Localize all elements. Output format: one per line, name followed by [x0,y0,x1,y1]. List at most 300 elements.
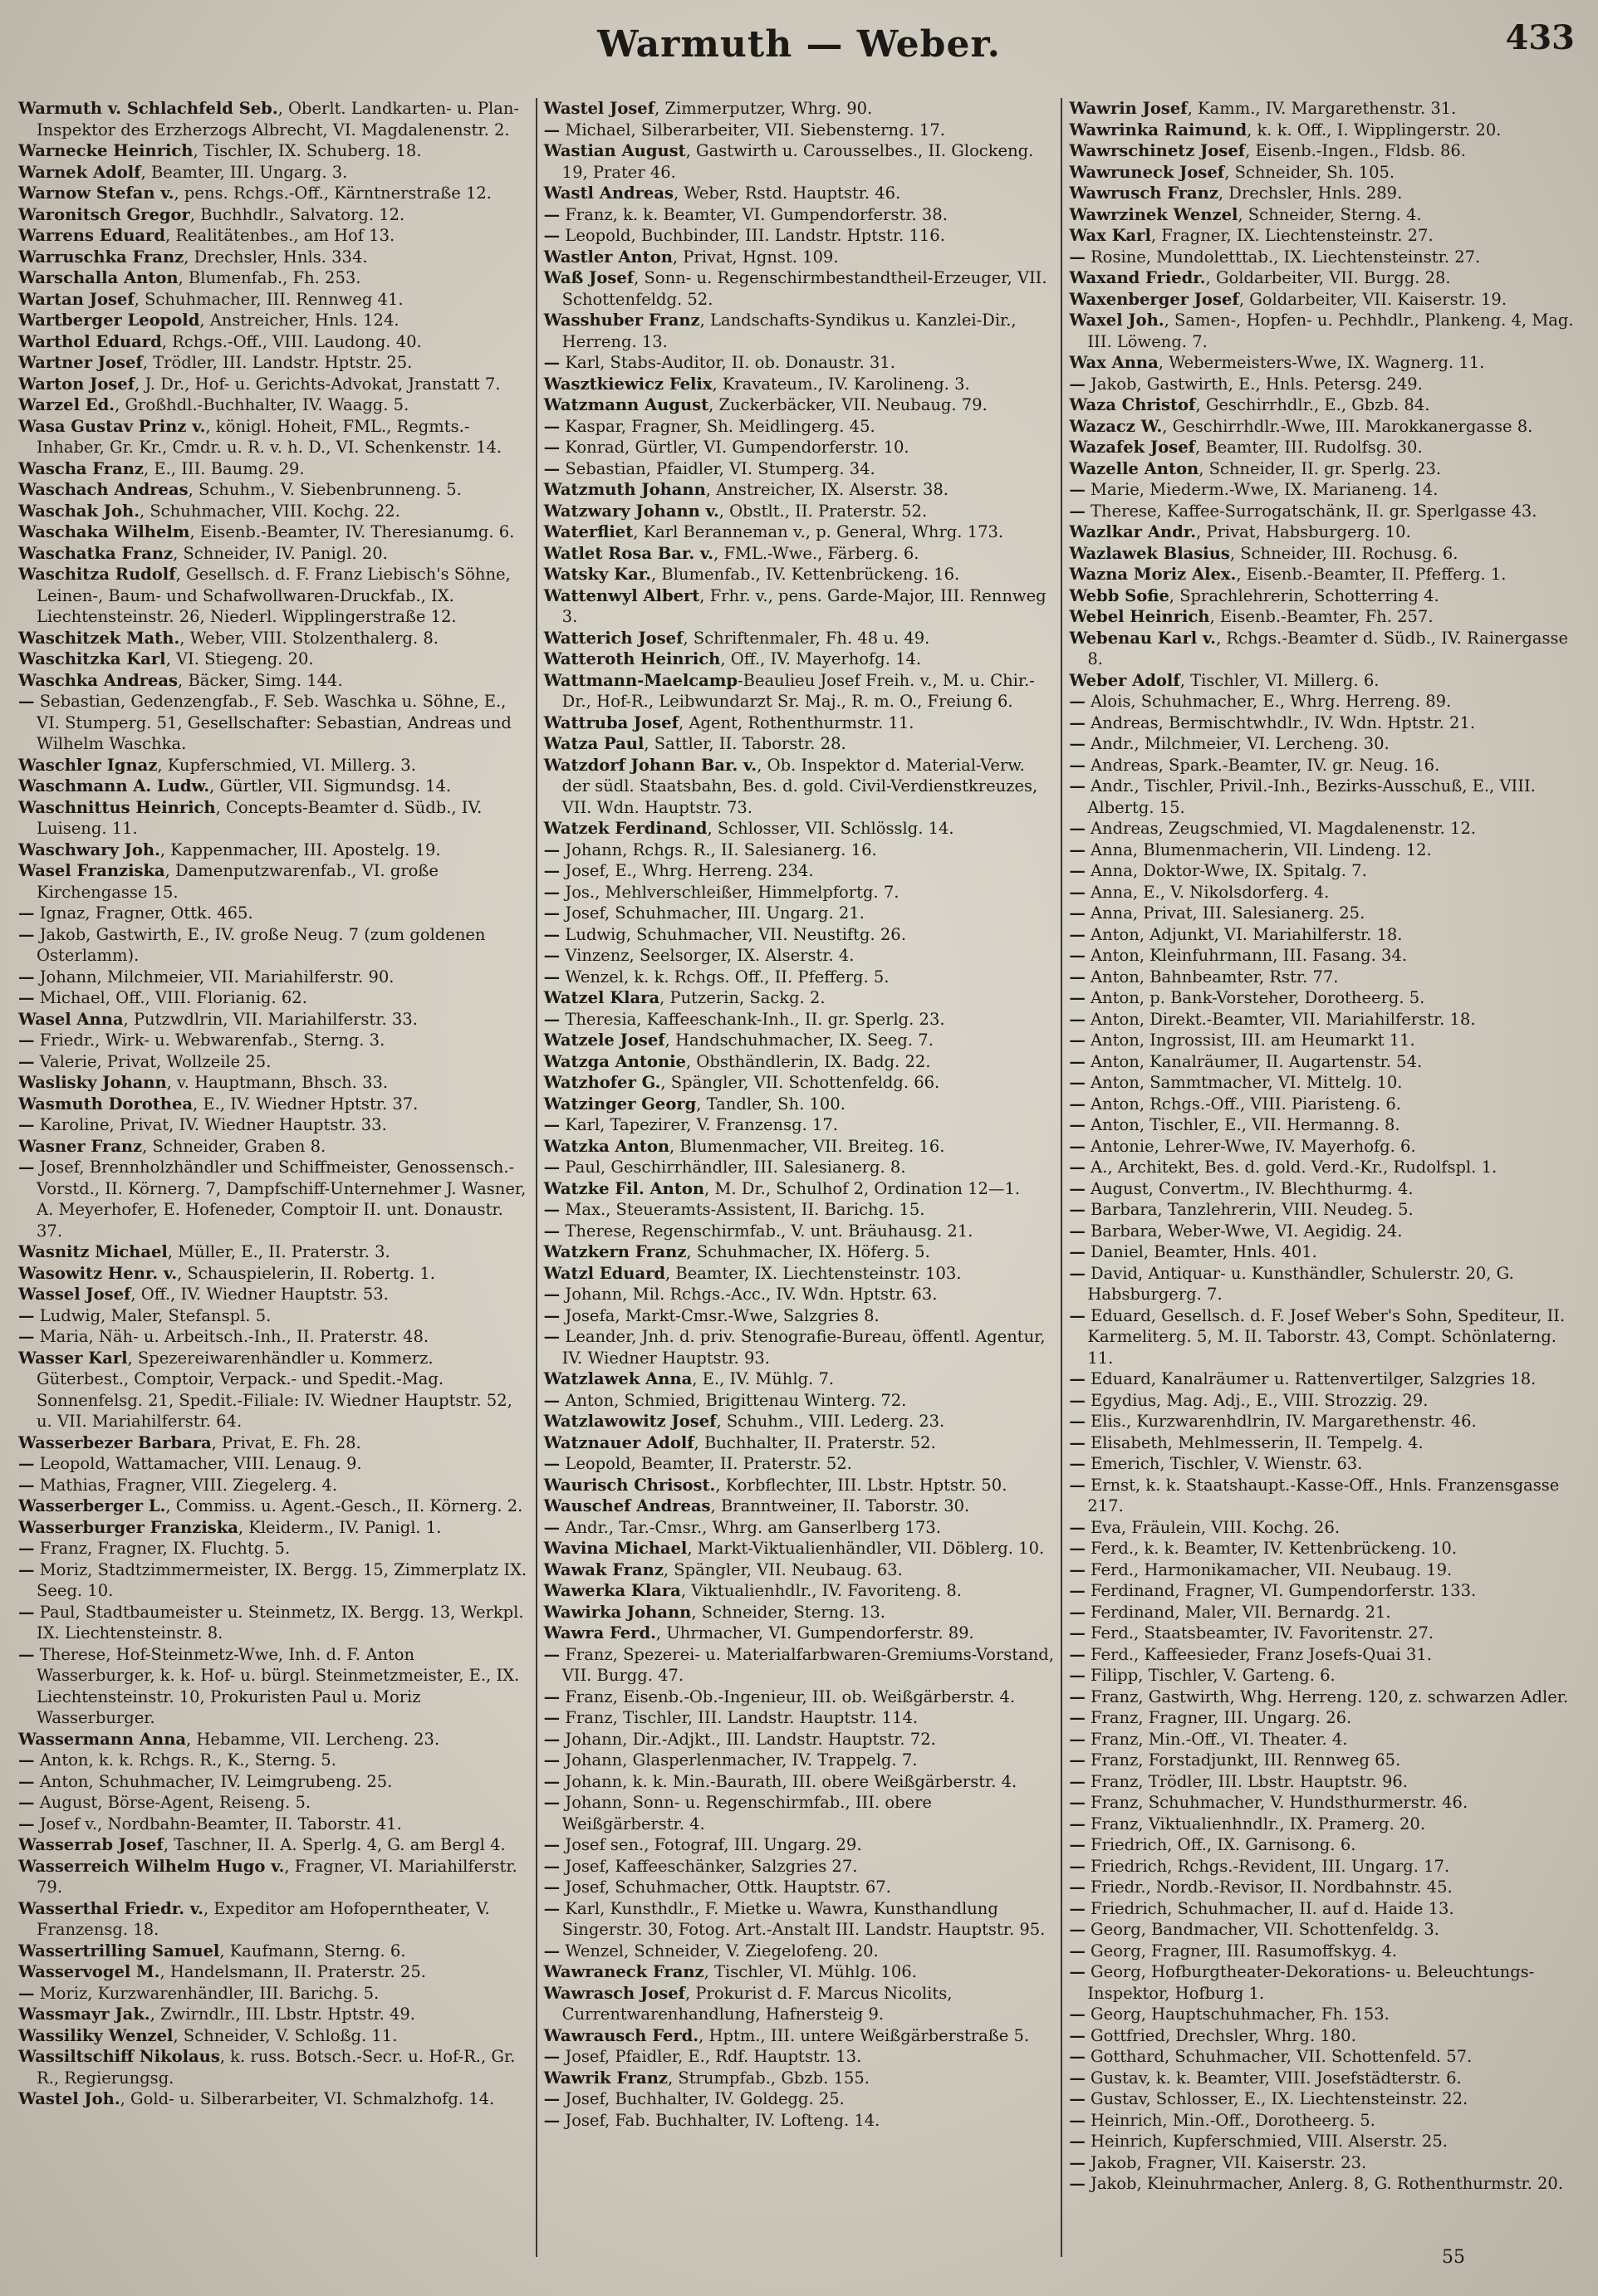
directory-entry [544,585,1055,628]
entry-details: , königl. Hoheit, FML., Regmts.-Inhaber, Gr. Kr., Cmdr. u. R. v. h. D., VI. Schenkenstr. 14. [37,416,502,457]
entry-name: — [1069,1412,1086,1431]
directory-entry [18,543,529,565]
entry-name: — [1069,1517,1086,1537]
entry-details: Egydius, Mag. Adj., E., VIII. Strozzig. 29. [1085,1390,1429,1410]
entry-details: Anna, Blumenmacherin, VII. Lindeng. 12. [1085,840,1432,859]
entry-details: , Zwirndlr., III. Lbstr. Hptstr. 49. [150,2005,415,2024]
entry-name: Wasserrab Josef [18,1835,164,1854]
entry-details: , Obsthändlerin, IX. Badg. 22. [685,1051,931,1071]
entry-name: Watteroth Heinrich [543,649,721,668]
directory-entry [18,1475,529,1496]
entry-details: , Samen-, Hopfen- u. Pechhdlr., Plankeng. 4, Mag. III. Löweng. 7. [1087,311,1574,351]
directory-entry [1069,670,1580,692]
entry-details: , Tischler, IX. Schuberg. 18. [193,141,422,160]
entry-name: — [543,967,561,986]
entry-details: , Realitätenbes., am Hof 13. [164,226,395,245]
directory-entry [1069,2046,1580,2068]
entry-details: Ferd., k. k. Beamter, IV. Kettenbrückeng. 10. [1085,1539,1458,1558]
entry-name: Warnow Stefan v. [18,184,174,203]
directory-entry [544,1834,1055,1856]
entry-name: — [18,1559,35,1579]
entry-details: Franz, Fragner, III. Ungarg. 26. [1085,1708,1352,1727]
entry-name: Wawrasch Josef [543,1983,686,2003]
entry-details: , Goldarbeiter, VII. Burgg. 28. [1205,268,1451,287]
directory-entry [18,183,529,204]
directory-entry [1069,903,1580,924]
entry-name: — [1069,1623,1086,1642]
entry-details: , Schneider, Graben 8. [142,1136,326,1156]
entry-details: Gustav, Schlosser, E., IX. Liechtensteinstr. 22. [1085,2089,1468,2108]
entry-details: , Schneider, II. gr. Sperlg. 23. [1198,458,1442,478]
entry-name: — [543,1835,561,1854]
entry-details: , J. Dr., Hof- u. Gerichts-Advokat, Jranstatt 7. [135,374,501,394]
entry-details: Jos., Mehlverschleißer, Himmelpfortg. 7. [560,882,899,902]
entry-name: — [1069,2174,1086,2193]
entry-details: Franz, Min.-Off., VI. Theater. 4. [1085,1729,1348,1749]
entry-details: , Gastwirth u. Carousselbes., II. Glockeng. 19, Prater 46. [561,141,1034,182]
entry-details: , Karl Beranneman v., p. General, Whrg. 173. [633,522,1004,541]
directory-entry [544,1687,1055,1708]
entry-details: , Sprachlehrerin, Schotterring 4. [1169,585,1439,605]
entry-details: , Obstlt., II. Praterstr. 52. [718,501,928,521]
entry-name: — [1069,1708,1086,1727]
entry-name: Wawrzinek Wenzel [1069,204,1238,224]
entry-name: Waschka Andreas [18,670,179,690]
directory-entry [1069,564,1580,585]
entry-details: Josef, Kaffeeschänker, Salzgries 27. [560,1856,858,1876]
entry-details: , Korbflechter, III. Lbstr. Hptstr. 50. [715,1475,1007,1495]
entry-name: — [1069,840,1086,859]
entry-name: Wasserreich Wilhelm Hugo v. [18,1856,285,1876]
entry-details: Friedr., Nordb.-Revisor, II. Nordbahnstr. 45. [1085,1877,1453,1897]
directory-entry [18,797,529,840]
entry-name: — [543,458,561,478]
directory-entry [544,98,1055,120]
directory-entry [544,1941,1055,1962]
directory-entry [1069,1665,1580,1687]
entry-name: — [1069,1200,1086,1219]
directory-entry [18,1814,529,1835]
directory-entry [1069,1199,1580,1221]
directory-entry [544,352,1055,374]
entry-name: — [543,1200,561,1219]
entry-name: Wassiltschiff Nikolaus [18,2047,220,2066]
entry-details: Vinzenz, Seelsorger, IX. Alserstr. 4. [560,946,855,965]
entry-name: Waschitzka Karl [18,649,166,668]
entry-details: Karl, Kunsthdlr., F. Mietke u. Wawra, Kunsthandlung Singerstr. 30, Fotog. Art.-Anstalt III. Landstr. Hauptstr. 95. [560,1898,1046,1939]
entry-details: Andreas, Spark.-Beamter, IV. gr. Neug. 16. [1085,755,1440,775]
entry-name: Warmuth v. Schlachfeld Seb. [18,99,278,118]
directory-entry [544,1411,1055,1432]
directory-entry [544,1009,1055,1031]
entry-name: Wartan Josef [18,289,135,309]
entry-details: , Müller, E., II. Praterstr. 3. [167,1242,390,1261]
entry-name: — [1069,247,1086,267]
entry-details: , Tischler, VI. Millerg. 6. [1179,670,1380,690]
entry-details: , Viktualienhdlr., IV. Favoriteng. 8. [680,1581,962,1600]
entry-details: , Rchgs.-Beamter d. Südb., IV. Rainergasse 8. [1087,628,1569,668]
entry-details: Heinrich, Min.-Off., Dorotheerg. 5. [1085,2110,1375,2130]
entry-name: Wazafek Josef [1069,438,1195,457]
entry-details: , Markt-Viktualienhändler, VII. Döblerg. 10. [687,1539,1045,1558]
entry-name: — [18,1051,35,1071]
entry-details: , Weber, VIII. Stolzenthalerg. 8. [179,628,439,648]
directory-entry [544,1475,1055,1496]
page-title: Warmuth — Weber. [597,23,1001,66]
entry-name: — [543,1793,561,1812]
entry-details: Eduard, Gesellsch. d. F. Josef Weber's Sohn, Spediteur, II. Karmeliterg. 5, M. II. Taborstr. 43, Compt. Schönlaterng. 11. [1085,1305,1566,1368]
entry-name: Wassiliky Wenzel [18,2025,174,2045]
entry-name: — [543,1221,561,1241]
entry-details: Franz, Forstadjunkt, III. Rennweg 65. [1085,1750,1401,1770]
entry-details: Barbara, Tanzlehrerin, VIII. Neudeg. 5. [1085,1200,1414,1219]
entry-details: Anton, Kanalräumer, II. Augartenstr. 54. [1085,1051,1423,1071]
entry-details: Moriz, Stadtzimmermeister, IX. Bergg. 15, Zimmerplatz IX. Seeg. 10. [34,1559,527,1600]
entry-name: Waslisky Johann [18,1073,167,1092]
entry-name: — [543,1898,561,1918]
directory-entry [544,2046,1055,2068]
entry-details: , k. russ. Botsch.-Secr. u. Hof-R., Gr. R., Regierungsg. [37,2047,516,2088]
entry-name: — [18,988,35,1007]
entry-name: — [1069,924,1086,944]
directory-entry [544,1390,1055,1412]
directory-entry [18,1284,529,1305]
directory-entry [18,1453,529,1475]
directory-entry [18,903,529,924]
entry-name: — [543,1708,561,1727]
entry-details: Ignaz, Fragner, Ottk. 465. [34,903,253,923]
entry-name: Wasserburger Franziska [18,1517,238,1537]
entry-name: Watterich Josef [543,628,684,648]
entry-details: Michael, Off., VIII. Florianig. 62. [34,988,307,1007]
entry-name: Watzinger Georg [543,1094,697,1114]
directory-entry [544,501,1055,522]
entry-details: Max., Steueramts-Assistent, II. Barichg. 15. [560,1200,925,1219]
entry-details: Anna, Privat, III. Salesianerg. 25. [1085,903,1365,923]
entry-details: , Kupferschmied, VI. Millerg. 3. [157,755,416,775]
entry-name: Waschmann A. Ludw. [18,776,210,796]
entry-name: Waza Christof [1069,395,1196,414]
entry-name: — [1069,988,1086,1007]
entry-details: Anton, Ingrossist, III. am Heumarkt 11. [1085,1031,1415,1050]
directory-entry [1069,2173,1580,2195]
entry-name: — [1069,1136,1086,1156]
directory-entry [544,733,1055,755]
entry-name: Watzele Josef [543,1031,665,1050]
entry-name: Waschatka Franz [18,543,174,563]
directory-entry [1069,437,1580,458]
entry-name: — [1069,946,1086,965]
directory-entry [1069,860,1580,882]
entry-details: August, Börse-Agent, Reiseng. 5. [34,1793,311,1812]
directory-entry [1069,1877,1580,1898]
entry-name: Wassertrilling Samuel [18,1941,220,1961]
directory-entry [1069,967,1580,988]
column-3 [1062,98,1586,2257]
entry-details: Anton, Schuhmacher, IV. Leimgrubeng. 25. [34,1771,393,1791]
entry-name: — [18,1539,35,1558]
entry-name: — [18,903,35,923]
entry-details: Franz, k. k. Beamter, VI. Gumpendorferstr. 38. [560,204,948,224]
entry-details: August, Convertm., IV. Blechthurmg. 4. [1085,1178,1414,1198]
entry-name: — [1069,1559,1086,1579]
entry-details: Karl, Stabs-Auditor, II. ob. Donaustr. 31. [560,353,895,372]
entry-details: Ludwig, Schuhmacher, VII. Neustiftg. 26. [560,924,906,944]
entry-details: , Landschafts-Syndikus u. Kanzlei-Dir., Herreng. 13. [561,311,1017,351]
directory-entry [1069,225,1580,247]
entry-details: , Schuhmacher, VIII. Kochg. 22. [140,501,400,521]
entry-details: Andreas, Zeugschmied, VI. Magdalenenstr. 12. [1085,819,1477,838]
directory-entry [18,1771,529,1793]
entry-details: , Drechsler, Hnls. 334. [184,247,368,267]
entry-name: Wasnitz Michael [18,1242,168,1261]
directory-entry [1069,1030,1580,1051]
entry-name: Wawirka Johann [543,1602,692,1622]
entry-details: Wenzel, Schneider, V. Ziegelofeng. 20. [560,1941,879,1961]
entry-details: , Hptm., III. untere Weißgärberstraße 5. [699,2025,1030,2045]
entry-name: — [18,1158,35,1177]
entry-details: Anna, E., V. Nikolsdorferg. 4. [1085,882,1330,902]
entry-name: — [543,2110,561,2130]
entry-name: Watzlawowitz Josef [543,1412,717,1431]
entry-details: , Fragner, VI. Mariahilferstr. 79. [37,1856,517,1897]
entry-name: — [1069,1369,1086,1388]
entry-details: , Zuckerbäcker, VII. Neubaug. 79. [708,395,988,414]
entry-details: , Eisenb.-Beamter, II. Pfefferg. 1. [1236,565,1507,584]
entry-name: — [1069,903,1086,923]
directory-entry [1069,1856,1580,1877]
directory-entry [1069,733,1580,755]
entry-details: , Schuhmacher, IX. Höferg. 5. [686,1242,930,1261]
entry-details: , Blumenfab., IV. Kettenbrückeng. 16. [650,565,960,584]
entry-name: — [1069,755,1086,775]
directory-entry [18,1644,529,1729]
entry-name: — [1069,734,1086,753]
directory-entry [544,1771,1055,1793]
entry-name: — [1069,1115,1086,1134]
entry-details: Josef sen., Fotograf, III. Ungarg. 29. [560,1835,862,1854]
directory-entry [18,352,529,374]
entry-details: Johann, Mil. Rchgs.-Acc., IV. Wdn. Hptstr. 63. [560,1285,938,1304]
entry-details: Josef v., Nordbahn-Beamter, II. Taborstr. 41. [34,1814,402,1833]
entry-details: Kaspar, Fragner, Sh. Meidlingerg. 45. [560,416,875,436]
entry-details: Karl, Tapezirer, V. Franzensg. 17. [560,1115,838,1134]
directory-entry [544,1051,1055,1073]
entry-name: Wavina Michael [543,1539,688,1558]
directory-entry [1069,1411,1580,1432]
directory-columns [12,98,1586,2257]
entry-details: Antonie, Lehrer-Wwe, IV. Mayerhofg. 6. [1085,1136,1416,1156]
entry-details: Filipp, Tischler, V. Garteng. 6. [1085,1666,1336,1685]
directory-entry [18,1241,529,1263]
directory-entry [544,521,1055,543]
directory-entry [544,225,1055,247]
entry-details: Johann, Sonn- u. Regenschirmfab., III. obere Weißgärberstr. 4. [560,1793,932,1833]
entry-details: Ferdinand, Maler, VII. Bernardg. 21. [1085,1602,1391,1622]
entry-name: Waschach Andreas [18,480,189,499]
directory-entry [18,987,529,1009]
page-number: 433 [1505,18,1575,57]
entry-details: Rosine, Mundoletttab., IX. Liechtensteinstr. 27. [1085,247,1481,267]
entry-name: — [1069,1687,1086,1706]
entry-details: , Schneider, Sh. 105. [1224,162,1395,182]
directory-entry [18,98,529,140]
entry-details: Jakob, Gastwirth, E., IV. große Neug. 7 (zum goldenen Osterlamm). [34,924,486,965]
entry-details: , Eisenb.-Ingen., Fldsb. 86. [1245,141,1466,160]
entry-name: — [1069,1158,1086,1177]
entry-details: Heinrich, Kupferschmied, VIII. Alserstr. 25. [1085,2132,1448,2151]
entry-details: , k. k. Off., I. Wipplingerstr. 20. [1247,120,1502,140]
entry-name: — [543,1009,561,1029]
directory-entry [1069,1644,1580,1666]
directory-entry [18,1136,529,1158]
entry-details: , Schuhm., VIII. Lederg. 23. [716,1412,945,1431]
entry-name: — [1069,1263,1086,1283]
directory-entry [1069,840,1580,861]
entry-details: , VI. Stiegeng. 20. [165,649,314,668]
entry-details: , Spängler, VII. Neubaug. 63. [663,1559,903,1579]
entry-name: Wazacz W. [1069,416,1163,436]
entry-details: Maria, Näh- u. Arbeitsch.-Inh., II. Praterstr. 48. [34,1327,429,1346]
entry-name: Watzkern Franz [543,1242,687,1261]
entry-name: — [1069,1729,1086,1749]
directory-entry [544,1072,1055,1094]
directory-entry [18,1432,529,1454]
directory-entry [1069,585,1580,607]
entry-details: Franz, Schuhmacher, V. Hundsthurmerstr. 46. [1085,1793,1468,1812]
directory-entry [1069,458,1580,480]
entry-name: Warton Josef [18,374,135,394]
directory-entry [18,1094,529,1115]
entry-details: Georg, Hofburgtheater-Dekorations- u. Beleuchtungs-Inspektor, Hofburg 1. [1085,1962,1535,2003]
entry-details: Ferd., Kaffeesieder, Franz Josefs-Quai 31. [1085,1644,1432,1664]
entry-details: , M. Dr., Schulhof 2, Ordination 12—1. [704,1178,1021,1198]
entry-name: Watzl Eduard [543,1263,666,1283]
directory-entry [544,1030,1055,1051]
entry-name: — [1069,1898,1086,1918]
entry-details: , Webermeisters-Wwe, IX. Wagnerg. 11. [1158,353,1485,372]
entry-details: , Goldarbeiter, VII. Kaiserstr. 19. [1238,289,1507,309]
entry-details: Konrad, Gürtler, VI. Gumpendorferstr. 10. [560,438,909,457]
entry-details: , Schneider, IV. Panigl. 20. [173,543,388,563]
entry-details: Josef, Fab. Buchhalter, IV. Lofteng. 14. [560,2110,880,2130]
directory-entry [1069,1602,1580,1623]
entry-details: , Gürtler, VII. Sigmundsg. 14. [209,776,452,796]
entry-name: Wattenwyl Albert [543,585,700,605]
entry-details: , Sattler, II. Taborstr. 28. [644,734,846,753]
directory-entry [18,1030,529,1051]
directory-entry [544,1538,1055,1559]
entry-details: , Privat, Habsburgerg. 10. [1196,522,1411,541]
directory-entry [1069,1750,1580,1771]
directory-entry [18,1072,529,1094]
entry-name: — [543,204,561,224]
entry-details: Valerie, Privat, Wollzeile 25. [34,1051,272,1071]
directory-entry [544,755,1055,819]
entry-details: Jakob, Fragner, VII. Kaiserstr. 23. [1085,2152,1367,2172]
entry-name: Wawra Ferd. [543,1623,656,1642]
entry-name: — [1069,2089,1086,2108]
entry-name: Wawak Franz [543,1559,664,1579]
entry-name: — [1069,861,1086,880]
entry-name: — [1069,1602,1086,1622]
entry-name: — [1069,1856,1086,1876]
directory-entry [18,1009,529,1031]
entry-name: — [543,1644,561,1664]
entry-name: — [543,226,561,245]
directory-entry [18,1114,529,1136]
entry-name: — [18,1644,35,1664]
directory-entry [544,543,1055,565]
entry-name: Watza Paul [543,734,645,753]
entry-details: , Beamter, IX. Liechtensteinstr. 103. [665,1263,962,1283]
entry-name: — [1069,882,1086,902]
directory-entry [544,140,1055,183]
entry-details: , Sonn- u. Regenschirmbestandtheil-Erzeuger, VII. Schottenfeldg. 52. [561,268,1047,309]
entry-details: , Buchhalter, II. Praterstr. 52. [694,1432,936,1452]
entry-details: , Ob. Inspektor d. Material-Verw. der südl. Staatsbahn, Bes. d. gold. Civil-Verdienstkreuzes, VII. Wdn. Hauptstr. 73. [561,755,1038,817]
entry-details: Anton, Schmied, Brigittenau Winterg. 72. [560,1390,907,1410]
entry-name: — [1069,1051,1086,1071]
directory-entry [18,374,529,395]
directory-entry [544,712,1055,734]
directory-entry [1069,352,1580,374]
entry-name: — [1069,2005,1086,2024]
entry-details: Alois, Schuhmacher, E., Whrg. Herreng. 89. [1085,692,1452,711]
directory-entry [18,140,529,162]
directory-entry [18,501,529,522]
directory-entry [544,1517,1055,1539]
entry-details: , Expeditor am Hofoperntheater, V. Franzensg. 18. [37,1898,490,1939]
entry-name: — [1069,2110,1086,2130]
directory-entry [18,1326,529,1348]
entry-name: Wasel Franziska [18,861,165,880]
directory-entry [544,2068,1055,2089]
entry-name: — [543,1327,561,1346]
entry-details: , Buchhdlr., Salvatorg. 12. [189,204,405,224]
entry-name: Wastian August [543,141,686,160]
directory-entry [1069,1136,1580,1158]
entry-details: , Schriftenmaler, Fh. 48 u. 49. [683,628,930,648]
directory-entry [1069,755,1580,776]
entry-name: — [543,1856,561,1876]
entry-details: , Schneider, Sterng. 4. [1238,204,1422,224]
directory-entry [18,755,529,776]
entry-name: — [18,924,35,944]
entry-name: — [1069,1390,1086,1410]
entry-name: Wawrik Franz [543,2068,668,2088]
entry-details: Barbara, Weber-Wwe, VI. Aegidig. 24. [1085,1221,1403,1241]
entry-name: Waterfliet [543,522,634,541]
entry-name: — [18,1454,35,1473]
column-2 [537,98,1063,2257]
entry-name: Wasmuth Dorothea [18,1094,194,1114]
entry-name: — [543,946,561,965]
entry-name: Watzka Anton [543,1136,670,1156]
directory-entry [1069,1368,1580,1390]
directory-entry [544,1326,1055,1368]
directory-entry [1069,818,1580,840]
directory-entry [544,204,1055,226]
directory-entry [1069,204,1580,226]
entry-name: Warzel Ed. [18,395,115,414]
entry-details: David, Antiquar- u. Kunsthändler, Schulerstr. 20, G. Habsburgerg. 7. [1085,1263,1514,1304]
entry-details: Elisabeth, Mehlmesserin, II. Tempelg. 4. [1085,1432,1424,1452]
entry-details: , v. Hauptmann, Bhsch. 33. [166,1073,389,1092]
entry-details: Elis., Kurzwarenhdlrin, IV. Margarethenstr. 46. [1085,1412,1477,1431]
entry-name: Watzmuth Johann [543,480,706,499]
directory-entry [1069,1538,1580,1559]
